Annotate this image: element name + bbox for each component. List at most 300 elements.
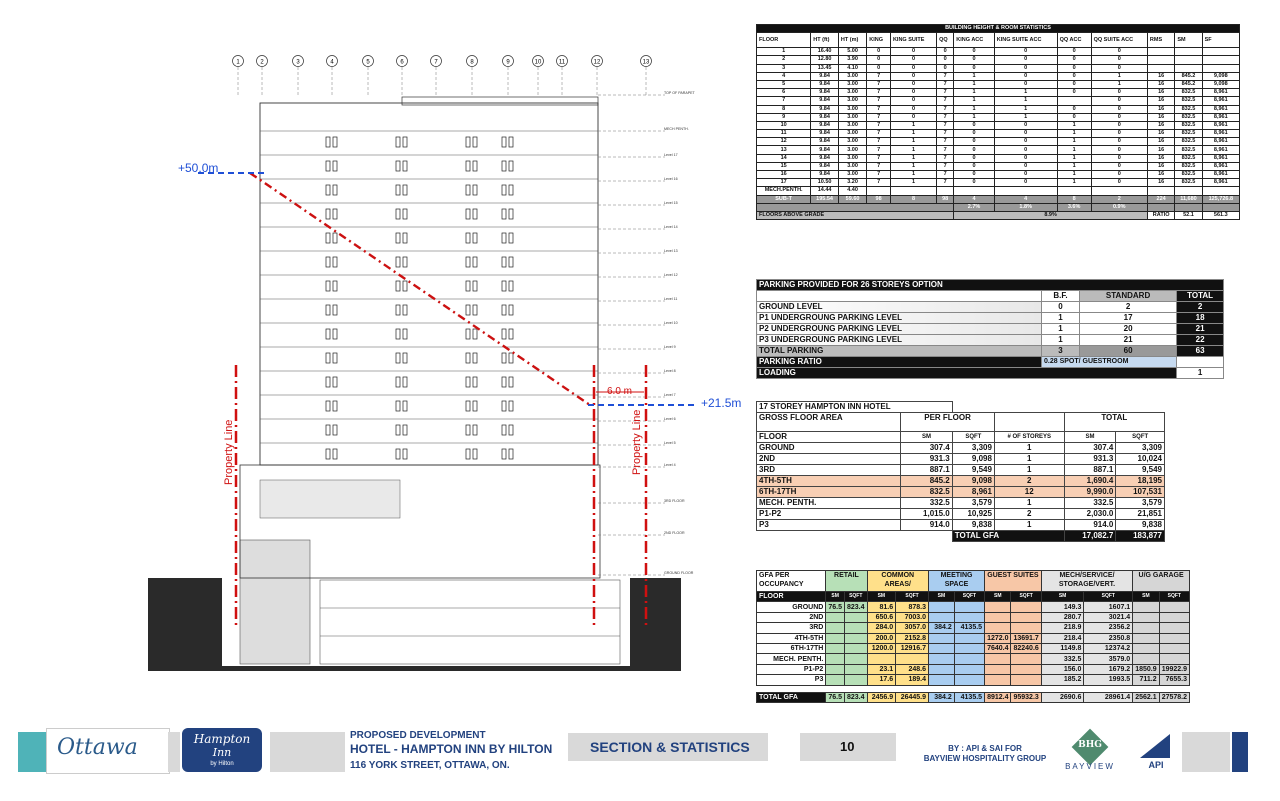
table-cell: 4TH-5TH bbox=[757, 476, 901, 487]
table-cell bbox=[985, 664, 1011, 674]
table-cell: FLOOR bbox=[757, 33, 811, 48]
footer-accent-right bbox=[1232, 732, 1248, 772]
table-cell: 2 bbox=[1079, 302, 1176, 313]
table-cell: 17.6 bbox=[867, 675, 896, 685]
table-cell bbox=[1177, 357, 1224, 368]
table-cell: 7 bbox=[937, 179, 954, 187]
gfa-row bbox=[757, 509, 1165, 520]
table-cell bbox=[952, 402, 1164, 413]
loading-row bbox=[757, 368, 1224, 379]
table-cell bbox=[1011, 612, 1041, 622]
table-cell: GUEST SUITES bbox=[985, 571, 1042, 592]
table-cell: 8,961 bbox=[1202, 113, 1239, 121]
table-cell: 12.80 bbox=[811, 56, 839, 64]
table-cell: 0 bbox=[1091, 179, 1147, 187]
grid-label: 6 bbox=[400, 59, 404, 66]
table-cell: 307.4 bbox=[1064, 443, 1116, 454]
table-cell: 1 bbox=[1057, 171, 1091, 179]
table-cell: 7 bbox=[937, 154, 954, 162]
table-cell: 4 bbox=[994, 195, 1057, 203]
table-cell: 16 bbox=[1147, 130, 1174, 138]
table-cell: SQFT bbox=[1159, 592, 1189, 602]
table-cell: P1-P2 bbox=[757, 509, 901, 520]
table-cell: 125,726.8 bbox=[1202, 195, 1239, 203]
table-cell: 0 bbox=[1057, 64, 1091, 72]
percent-row bbox=[757, 203, 1240, 211]
table-cell: 9.84 bbox=[811, 97, 839, 105]
table-cell: 931.3 bbox=[901, 454, 953, 465]
grid-label: 10 bbox=[534, 59, 542, 66]
table-cell: 3.00 bbox=[838, 97, 866, 105]
property-line-label-right: Property Line bbox=[631, 409, 643, 475]
table-cell: 0 bbox=[1091, 97, 1147, 105]
footer-accent-left bbox=[18, 732, 46, 772]
table-cell: 4TH-5TH bbox=[757, 633, 826, 643]
table-cell bbox=[985, 602, 1011, 612]
table-cell: 832.5 bbox=[1175, 105, 1202, 113]
table-cell: 7 bbox=[937, 72, 954, 80]
table-cell: 12374.2 bbox=[1084, 643, 1133, 653]
table-cell: 7 bbox=[757, 97, 811, 105]
table-cell: 1 bbox=[1057, 162, 1091, 170]
table-cell bbox=[1133, 612, 1159, 622]
table-cell: 12916.7 bbox=[896, 643, 929, 653]
table-cell: 1850.9 bbox=[1133, 664, 1159, 674]
table-cell: 914.0 bbox=[1064, 520, 1116, 531]
table-cell: 3.00 bbox=[838, 113, 866, 121]
table-cell bbox=[826, 623, 845, 633]
level-tag: Level 13 bbox=[664, 249, 678, 253]
table-cell: 20 bbox=[1079, 324, 1176, 335]
table-cell: 52.1 bbox=[1175, 211, 1202, 219]
table-cell: 1272.0 bbox=[985, 633, 1011, 643]
table-cell: P3 UNDERGROUNG PARKING LEVEL bbox=[757, 335, 1042, 346]
table-cell: 0 bbox=[1057, 113, 1091, 121]
table-cell bbox=[954, 675, 984, 685]
table-cell: 3RD bbox=[757, 465, 901, 476]
table-cell: FLOOR bbox=[757, 592, 826, 602]
grid-label: 13 bbox=[642, 59, 650, 66]
table-cell bbox=[954, 633, 984, 643]
table-cell: 878.3 bbox=[896, 602, 929, 612]
gfa-total-row bbox=[757, 531, 1165, 542]
table-cell: SQFT bbox=[952, 432, 994, 443]
table-cell: 9.84 bbox=[811, 80, 839, 88]
table-cell: SQFT bbox=[1011, 592, 1041, 602]
table-cell bbox=[844, 664, 867, 674]
table-cell: GROUND bbox=[757, 443, 901, 454]
grid-label: 4 bbox=[330, 59, 334, 66]
table-cell: 0 bbox=[994, 162, 1057, 170]
table-cell: 1 bbox=[890, 162, 936, 170]
table-cell: 823.4 bbox=[844, 602, 867, 612]
table-cell: 9.84 bbox=[811, 72, 839, 80]
table-cell: 98 bbox=[867, 195, 891, 203]
gfa-row bbox=[757, 454, 1165, 465]
table-title-row bbox=[757, 25, 1240, 33]
ottawa-logo-text: Ottawa bbox=[57, 735, 138, 760]
table-cell: 8,961 bbox=[1202, 171, 1239, 179]
grid-label: 2 bbox=[260, 59, 264, 66]
table-cell: SQFT bbox=[1116, 432, 1165, 443]
table-cell: 0 bbox=[867, 64, 891, 72]
table-cell: 3.6% bbox=[1057, 203, 1091, 211]
table-cell: 14.44 bbox=[811, 187, 839, 195]
table-cell: 0 bbox=[1057, 48, 1091, 56]
table-cell: 7 bbox=[867, 72, 891, 80]
table-cell: 12 bbox=[757, 138, 811, 146]
table-cell: 0 bbox=[1091, 113, 1147, 121]
table-cell: 0 bbox=[994, 154, 1057, 162]
table-cell: 10,024 bbox=[1116, 454, 1165, 465]
table-cell: 27578.2 bbox=[1159, 692, 1189, 702]
table-cell: 0 bbox=[1091, 171, 1147, 179]
table-cell: 2ND bbox=[757, 612, 826, 622]
table-cell bbox=[896, 654, 929, 664]
table-cell: SM bbox=[929, 592, 955, 602]
table-cell: 9,098 bbox=[1202, 72, 1239, 80]
table-cell: SF bbox=[1202, 33, 1239, 48]
occupancy-row bbox=[757, 643, 1190, 653]
gross-floor-area-table bbox=[756, 401, 1165, 542]
table-cell: 887.1 bbox=[901, 465, 953, 476]
table-cell: 16 bbox=[1147, 121, 1174, 129]
table-cell: 9,549 bbox=[952, 465, 994, 476]
table-cell: 3.20 bbox=[838, 179, 866, 187]
occupancy-row bbox=[757, 675, 1190, 685]
occupancy-row bbox=[757, 602, 1190, 612]
table-cell: 1 bbox=[1042, 313, 1080, 324]
table-cell: 1200.0 bbox=[867, 643, 896, 653]
table-cell bbox=[844, 623, 867, 633]
table-cell: 3.00 bbox=[838, 171, 866, 179]
table-cell bbox=[844, 675, 867, 685]
table-cell: 832.5 bbox=[1175, 171, 1202, 179]
table-cell: 1 bbox=[1057, 138, 1091, 146]
table-cell: SUB-T bbox=[757, 195, 811, 203]
footer-credit-1: BY : API & SAI FOR bbox=[948, 744, 1022, 753]
table-cell: 8,961 bbox=[1202, 105, 1239, 113]
table-cell: 1 bbox=[954, 89, 994, 97]
table-cell bbox=[1133, 623, 1159, 633]
table-cell: 7 bbox=[937, 130, 954, 138]
table-cell: 1 bbox=[954, 97, 994, 105]
table-cell: 0 bbox=[994, 80, 1057, 88]
table-cell: RMS bbox=[1147, 33, 1174, 48]
occupancy-row bbox=[757, 633, 1190, 643]
table-cell: 9.84 bbox=[811, 113, 839, 121]
table-cell bbox=[937, 187, 954, 195]
table-cell: 2690.6 bbox=[1041, 692, 1084, 702]
footer-credit-2: BAYVIEW HOSPITALITY GROUP bbox=[923, 754, 1047, 763]
table-cell: 7 bbox=[867, 130, 891, 138]
table-cell: 7 bbox=[937, 121, 954, 129]
table-cell bbox=[929, 602, 955, 612]
table-cell: 6TH-17TH bbox=[757, 487, 901, 498]
table-cell: 1 bbox=[994, 89, 1057, 97]
table-cell: KING SUITE bbox=[890, 33, 936, 48]
parapet bbox=[402, 97, 598, 105]
table-cell: SQFT bbox=[844, 592, 867, 602]
table-cell: HT (m) bbox=[838, 33, 866, 48]
table-cell: 2 bbox=[1091, 195, 1147, 203]
table-cell: 8.9% bbox=[954, 211, 1148, 219]
table-cell: 26445.9 bbox=[896, 692, 929, 702]
table-cell: 17,082.7 bbox=[1064, 531, 1116, 542]
table-cell: 1 bbox=[994, 97, 1057, 105]
table-cell: 10.50 bbox=[811, 179, 839, 187]
table-cell: 2 bbox=[757, 56, 811, 64]
table-cell: 7 bbox=[867, 154, 891, 162]
table-cell: 16 bbox=[1147, 105, 1174, 113]
table-cell: 10,925 bbox=[952, 509, 994, 520]
table-cell: 16 bbox=[757, 171, 811, 179]
grid-label: 11 bbox=[558, 59, 566, 66]
table-cell: 0 bbox=[954, 130, 994, 138]
table-cell: 7 bbox=[867, 105, 891, 113]
table-cell: COMMON AREAS/ bbox=[867, 571, 929, 592]
parking-table bbox=[756, 279, 1224, 379]
table-cell: 2562.1 bbox=[1133, 692, 1159, 702]
table-cell: 7 bbox=[867, 146, 891, 154]
table-cell: 21 bbox=[1079, 335, 1176, 346]
table-cell: 832.5 bbox=[1175, 97, 1202, 105]
table-cell: 0 bbox=[890, 105, 936, 113]
table-cell: 8,961 bbox=[1202, 146, 1239, 154]
table-cell: 6 bbox=[757, 89, 811, 97]
table-cell bbox=[1147, 187, 1174, 195]
tower-outline bbox=[260, 103, 598, 465]
parking-total-row bbox=[757, 346, 1224, 357]
table-cell: 13691.7 bbox=[1011, 633, 1041, 643]
table-cell bbox=[757, 203, 954, 211]
table-cell: 8 bbox=[1057, 195, 1091, 203]
table-cell: 60 bbox=[1079, 346, 1176, 357]
table-cell: 0 bbox=[890, 97, 936, 105]
grid-label: 9 bbox=[506, 59, 510, 66]
table-cell: 832.5 bbox=[901, 487, 953, 498]
table-cell: 16 bbox=[1147, 146, 1174, 154]
table-cell: 0 bbox=[937, 56, 954, 64]
table-row bbox=[757, 138, 1240, 146]
table-cell: 18,195 bbox=[1116, 476, 1165, 487]
table-cell bbox=[929, 675, 955, 685]
table-cell: 0 bbox=[1091, 121, 1147, 129]
gfa-row bbox=[757, 476, 1165, 487]
table-cell: 17 bbox=[757, 179, 811, 187]
table-cell: QQ ACC bbox=[1057, 33, 1091, 48]
table-cell: 7640.4 bbox=[985, 643, 1011, 653]
table-cell: 1 bbox=[994, 105, 1057, 113]
table-cell: 95932.3 bbox=[1011, 692, 1041, 702]
occupancy-spacer-row bbox=[757, 685, 1190, 692]
level-tag: Level 8 bbox=[664, 369, 676, 373]
table-cell bbox=[994, 187, 1057, 195]
table-cell bbox=[844, 643, 867, 653]
table-cell: 9.84 bbox=[811, 130, 839, 138]
table-cell: 931.3 bbox=[1064, 454, 1116, 465]
table-cell: 0 bbox=[1042, 302, 1080, 313]
level-tag: Level 9 bbox=[664, 345, 676, 349]
table-cell: 1 bbox=[890, 179, 936, 187]
table-cell: 1 bbox=[1091, 72, 1147, 80]
grid-label: 5 bbox=[366, 59, 370, 66]
parking-row bbox=[757, 302, 1224, 313]
table-cell: 0 bbox=[867, 48, 891, 56]
gfa-header-row bbox=[757, 413, 1165, 432]
table-cell: 1 bbox=[994, 454, 1064, 465]
table-cell: 4.10 bbox=[838, 64, 866, 72]
table-cell: 561.3 bbox=[1202, 211, 1239, 219]
table-cell: 9,098 bbox=[952, 454, 994, 465]
table-cell: 8 bbox=[890, 195, 936, 203]
table-cell: 332.5 bbox=[1041, 654, 1084, 664]
table-cell: 0 bbox=[1091, 138, 1147, 146]
table-cell: 0 bbox=[1091, 146, 1147, 154]
table-cell: 0 bbox=[994, 179, 1057, 187]
table-cell bbox=[1011, 623, 1041, 633]
table-cell: 4.40 bbox=[838, 187, 866, 195]
table-cell: RATIO bbox=[1147, 211, 1174, 219]
table-cell: 8,961 bbox=[1202, 97, 1239, 105]
height-label-50: +50.0m bbox=[178, 161, 219, 175]
table-cell: 16 bbox=[1147, 138, 1174, 146]
table-cell bbox=[867, 654, 896, 664]
table-cell: 6TH-17TH bbox=[757, 643, 826, 653]
table-cell: SQFT bbox=[1084, 592, 1133, 602]
table-cell: 0 bbox=[954, 162, 994, 170]
table-cell: 2350.8 bbox=[1084, 633, 1133, 643]
table-cell bbox=[844, 633, 867, 643]
table-cell: 1 bbox=[1057, 154, 1091, 162]
table-cell: 9.84 bbox=[811, 171, 839, 179]
table-cell: 0 bbox=[994, 146, 1057, 154]
table-cell: 1 bbox=[1057, 179, 1091, 187]
table-cell: B.F. bbox=[1042, 291, 1080, 302]
table-cell: 0 bbox=[954, 64, 994, 72]
height-label-21: +21.5m bbox=[701, 396, 742, 410]
subtotal-row bbox=[757, 195, 1240, 203]
table-cell: MECH.PENTH. bbox=[757, 187, 811, 195]
table-cell: 5.00 bbox=[838, 48, 866, 56]
table-cell: 832.5 bbox=[1175, 113, 1202, 121]
table-cell bbox=[1057, 187, 1091, 195]
table-cell: QQ SUITE ACC bbox=[1091, 33, 1147, 48]
setback-label: 6.0 m bbox=[607, 386, 633, 397]
table-cell: 4135.5 bbox=[954, 692, 984, 702]
table-cell: PARKING RATIO bbox=[757, 357, 1042, 368]
table-cell bbox=[1011, 602, 1041, 612]
table-cell: 3 bbox=[1042, 346, 1080, 357]
table-cell: 0 bbox=[954, 154, 994, 162]
table-cell: 7 bbox=[867, 138, 891, 146]
table-cell: 9.84 bbox=[811, 121, 839, 129]
table-cell: 0 bbox=[890, 72, 936, 80]
table-cell: 18 bbox=[1177, 313, 1224, 324]
table-cell: 832.5 bbox=[1175, 138, 1202, 146]
table-cell: SM bbox=[1041, 592, 1084, 602]
table-cell: 0 bbox=[954, 179, 994, 187]
section-title: SECTION & STATISTICS bbox=[590, 739, 750, 755]
table-cell: 17 STOREY HAMPTON INN HOTEL bbox=[757, 402, 953, 413]
table-cell: 7 bbox=[937, 105, 954, 113]
hatched-wall bbox=[240, 540, 310, 664]
table-cell: 195.54 bbox=[811, 195, 839, 203]
table-cell: 8,961 bbox=[1202, 130, 1239, 138]
table-cell: 16.40 bbox=[811, 48, 839, 56]
table-cell: MEETING SPACE bbox=[929, 571, 985, 592]
parking-title-row bbox=[757, 280, 1224, 291]
footer-project-title: HOTEL - HAMPTON INN BY HILTON bbox=[350, 742, 553, 756]
table-cell: 9.84 bbox=[811, 105, 839, 113]
table-cell: 1,690.4 bbox=[1064, 476, 1116, 487]
table-cell: 5 bbox=[757, 80, 811, 88]
table-cell: 9.84 bbox=[811, 154, 839, 162]
table-cell bbox=[954, 664, 984, 674]
table-cell bbox=[1159, 643, 1189, 653]
table-cell: GFA PER OCCUPANCY bbox=[757, 571, 826, 592]
table-cell: 1 bbox=[954, 105, 994, 113]
table-cell bbox=[1159, 602, 1189, 612]
property-line-label-left: Property Line bbox=[223, 419, 235, 485]
table-cell: 1 bbox=[1042, 324, 1080, 335]
table-cell: 0 bbox=[994, 138, 1057, 146]
table-cell: 307.4 bbox=[901, 443, 953, 454]
table-cell bbox=[1202, 64, 1239, 72]
table-cell: 332.5 bbox=[901, 498, 953, 509]
table-row bbox=[757, 89, 1240, 97]
table-cell: 0 bbox=[994, 121, 1057, 129]
parking-header-row bbox=[757, 291, 1224, 302]
table-cell: P1 UNDERGROUNG PARKING LEVEL bbox=[757, 313, 1042, 324]
table-cell bbox=[826, 654, 845, 664]
table-cell bbox=[929, 643, 955, 653]
table-cell: 832.5 bbox=[1175, 146, 1202, 154]
table-cell bbox=[757, 531, 953, 542]
table-cell: 15 bbox=[757, 162, 811, 170]
table-cell bbox=[867, 187, 891, 195]
level-tag: Level 17 bbox=[664, 153, 678, 157]
table-cell: 823.4 bbox=[844, 692, 867, 702]
table-cell: 0 bbox=[1091, 56, 1147, 64]
grid-label: 12 bbox=[593, 59, 601, 66]
table-cell: 832.5 bbox=[1175, 154, 1202, 162]
table-cell: 845.2 bbox=[1175, 72, 1202, 80]
table-cell: 7 bbox=[937, 80, 954, 88]
table-cell: SM bbox=[985, 592, 1011, 602]
table-cell bbox=[826, 643, 845, 653]
table-cell: 0 bbox=[937, 64, 954, 72]
table-cell bbox=[1175, 64, 1202, 72]
table-cell: 9.84 bbox=[811, 89, 839, 97]
table-cell: 3.00 bbox=[838, 80, 866, 88]
table-cell bbox=[1159, 623, 1189, 633]
table-cell: 4135.5 bbox=[954, 623, 984, 633]
table-cell bbox=[1133, 654, 1159, 664]
table-cell: 16 bbox=[1147, 97, 1174, 105]
table-cell: 1 bbox=[994, 443, 1064, 454]
table-cell: 914.0 bbox=[901, 520, 953, 531]
table-cell: SM bbox=[867, 592, 896, 602]
table-cell: 16 bbox=[1147, 171, 1174, 179]
table-cell bbox=[1091, 187, 1147, 195]
table-cell: 0 bbox=[890, 48, 936, 56]
table-cell bbox=[1057, 97, 1091, 105]
table-cell: SQFT bbox=[896, 592, 929, 602]
table-cell: SQFT bbox=[954, 592, 984, 602]
table-row bbox=[757, 72, 1240, 80]
table-cell: 7655.3 bbox=[1159, 675, 1189, 685]
